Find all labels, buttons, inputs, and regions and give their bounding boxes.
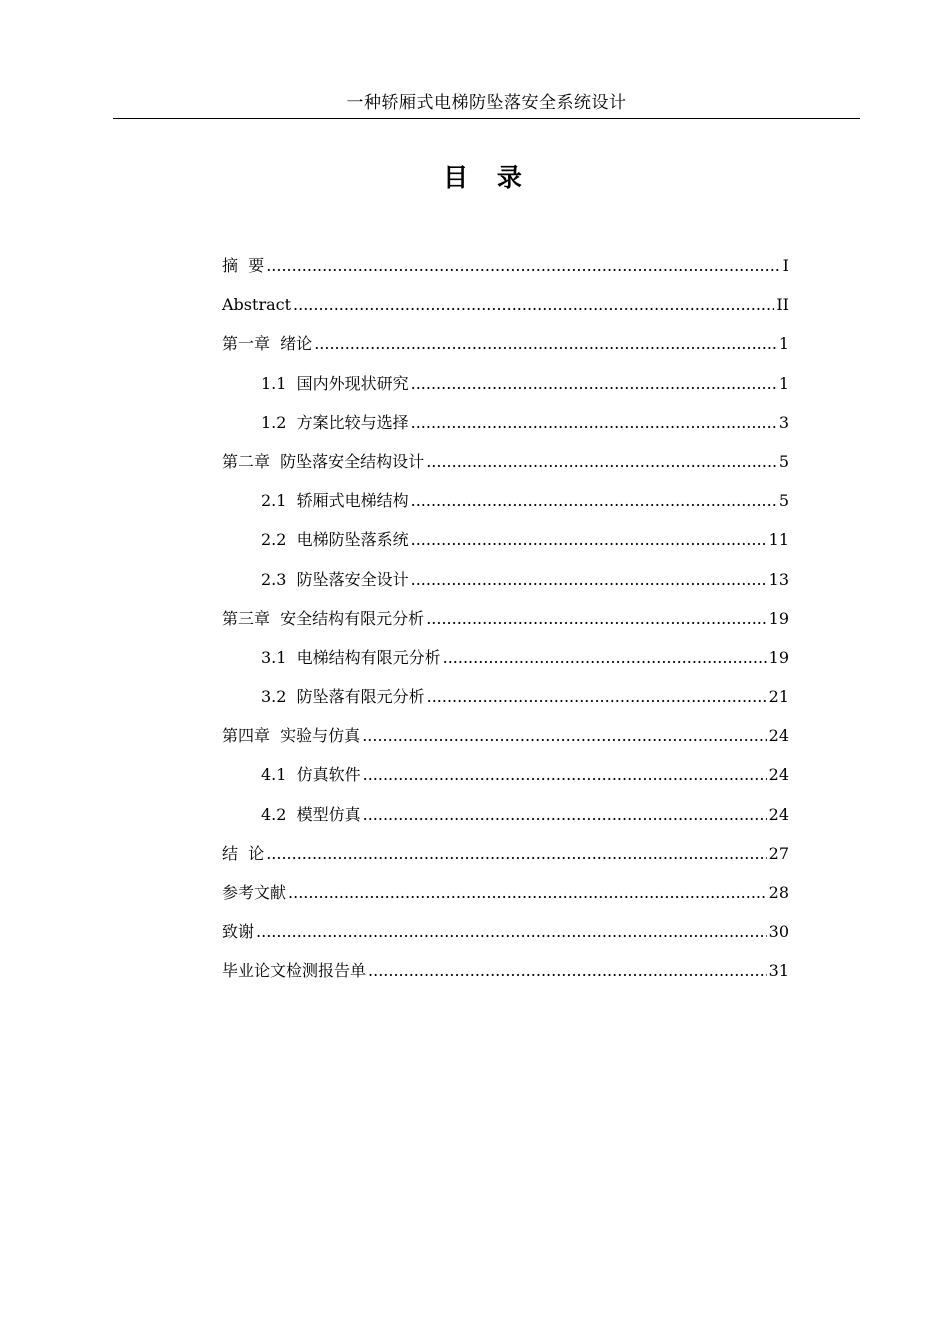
toc-entry[interactable] (222, 644, 789, 683)
toc-entry-label: 摘 要 (222, 256, 265, 275)
toc-dot-leader (363, 761, 767, 789)
toc-entry-label: 第三章 安全结构有限元分析 (222, 608, 425, 628)
toc-entry[interactable] (222, 605, 789, 644)
toc-entry-page-number: 5 (778, 451, 789, 471)
toc-entry-label: 1.2 方案比较与选择 (261, 412, 409, 432)
toc-dot-leader (293, 291, 774, 319)
toc-dot-leader (288, 879, 767, 907)
toc-entry-page-number: 5 (778, 491, 789, 511)
toc-entry-page-number: 31 (768, 961, 789, 981)
toc-dot-leader (426, 448, 777, 476)
toc-entry[interactable] (222, 761, 789, 800)
toc-entry-page-number: II (776, 295, 789, 315)
toc-entry-page-number: 1 (778, 373, 789, 393)
toc-entry-label: 3.1 电梯结构有限元分析 (261, 647, 441, 667)
toc-entry-page-number: 28 (768, 883, 789, 902)
toc-entry[interactable] (222, 252, 789, 291)
toc-title: 目 录 (443, 163, 532, 192)
toc-dot-leader (411, 566, 767, 594)
toc-entry-label: 第四章 实验与仿真 (222, 726, 361, 746)
toc-entry[interactable] (222, 291, 789, 330)
toc-entry[interactable] (222, 448, 789, 487)
toc-entry-page-number: 30 (768, 922, 789, 942)
toc-dot-leader (411, 526, 767, 554)
toc-entry-page-number: 24 (768, 765, 789, 785)
toc-entry-page-number: 19 (768, 608, 789, 628)
toc-entry-page-number: I (782, 256, 789, 275)
toc-entry-label: 致谢 (222, 922, 255, 942)
table-of-contents (222, 252, 789, 997)
toc-entry-page-number: 13 (768, 569, 789, 589)
toc-entry[interactable] (222, 566, 789, 605)
toc-entry[interactable] (222, 526, 789, 565)
running-header-title: 一种轿厢式电梯防坠落安全系统设计 (346, 93, 627, 113)
toc-entry[interactable] (222, 370, 789, 409)
toc-entry-label: 1.1 国内外现状研究 (261, 373, 409, 393)
toc-entry[interactable] (222, 683, 789, 722)
running-header (113, 90, 860, 119)
toc-entry-page-number: 21 (768, 687, 789, 707)
toc-entry-page-number: 24 (768, 804, 789, 824)
toc-entry[interactable] (222, 487, 789, 526)
toc-dot-leader (427, 683, 767, 711)
toc-entry[interactable] (222, 801, 789, 840)
toc-entry-label: 4.2 模型仿真 (261, 804, 361, 824)
toc-entry[interactable] (222, 957, 789, 996)
toc-entry-label: Abstract (222, 295, 292, 315)
toc-entry[interactable] (222, 409, 789, 448)
toc-entry-page-number: 27 (768, 843, 789, 863)
toc-entry-label: 结 论 (222, 843, 265, 863)
toc-entry-label: 2.3 防坠落安全设计 (261, 569, 409, 589)
toc-dot-leader (266, 252, 780, 280)
toc-dot-leader (411, 409, 777, 437)
toc-dot-leader (443, 644, 767, 672)
toc-entry-label: 第二章 防坠落安全结构设计 (222, 451, 425, 471)
toc-entry-label: 3.2 防坠落有限元分析 (261, 687, 425, 707)
toc-dot-leader (426, 605, 766, 633)
toc-entry-page-number: 1 (778, 334, 789, 354)
toc-entry-page-number: 24 (768, 726, 789, 746)
toc-entry-page-number: 11 (768, 530, 789, 550)
toc-entry-label: 参考文献 (222, 883, 287, 902)
toc-dot-leader (363, 801, 767, 829)
toc-dot-leader (368, 957, 767, 985)
toc-entry[interactable] (222, 840, 789, 879)
toc-entry-page-number: 3 (778, 412, 789, 432)
toc-entry-label: 第一章 绪论 (222, 334, 313, 354)
toc-entry[interactable] (222, 330, 789, 369)
toc-entry-page-number: 19 (768, 647, 789, 667)
toc-entry[interactable] (222, 918, 789, 957)
toc-entry-label: 4.1 仿真软件 (261, 765, 361, 785)
toc-entry[interactable] (222, 722, 789, 761)
toc-dot-leader (411, 487, 777, 515)
toc-entry-label: 2.1 轿厢式电梯结构 (261, 491, 409, 511)
toc-dot-leader (256, 918, 767, 946)
toc-dot-leader (266, 840, 766, 868)
toc-dot-leader (362, 722, 766, 750)
toc-entry-label: 毕业论文检测报告单 (222, 961, 367, 981)
toc-entry-label: 2.2 电梯防坠落系统 (261, 530, 409, 550)
toc-entry[interactable] (222, 879, 789, 918)
toc-dot-leader (314, 330, 777, 358)
toc-dot-leader (411, 370, 777, 398)
